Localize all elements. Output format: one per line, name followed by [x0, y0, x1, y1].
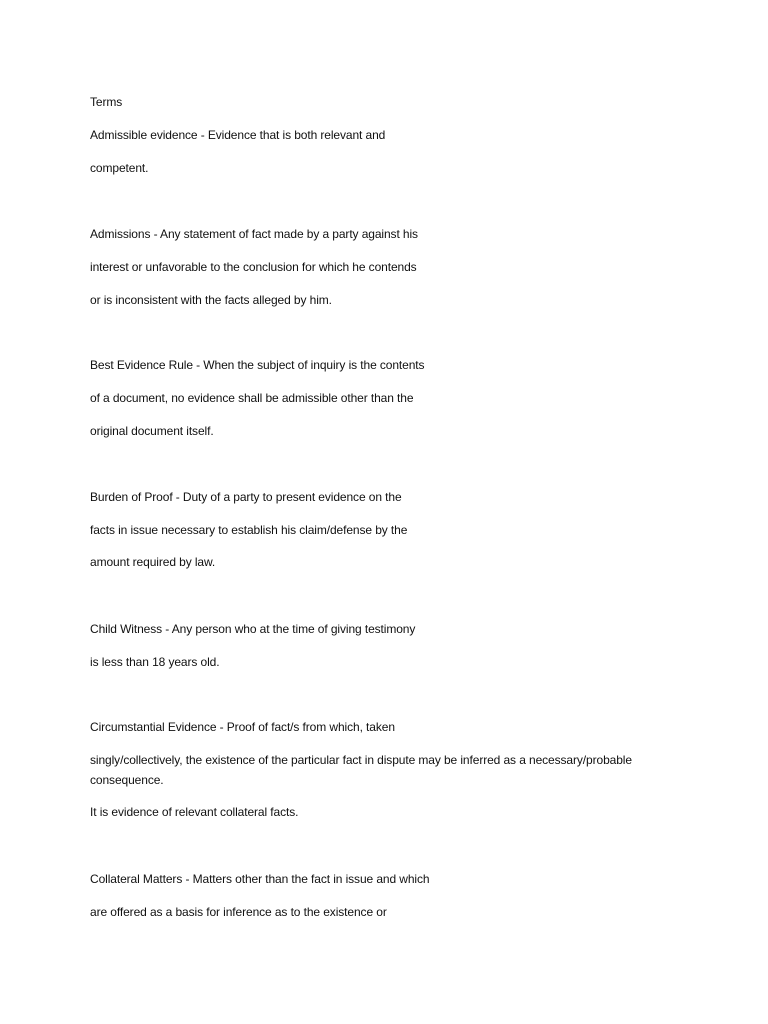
text-line: It is evidence of relevant collateral facts.: [90, 805, 299, 819]
text-line: Admissible evidence - Evidence that is both relevant and: [90, 128, 386, 142]
text-line: interest or unfavorable to the conclusion for which he contends: [90, 260, 417, 274]
document-heading: Terms: [90, 95, 123, 109]
text-line: is less than 18 years old.: [90, 655, 220, 669]
text-line: competent.: [90, 161, 149, 175]
text-line: Circumstantial Evidence - Proof of fact/s from which, taken: [90, 720, 395, 734]
text-line: of a document, no evidence shall be admissible other than the: [90, 391, 414, 405]
text-line: Admissions - Any statement of fact made by a party against his: [90, 227, 418, 241]
text-line: singly/collectively, the existence of the particular fact in dispute may be inferred as a necessary/probable: [90, 753, 632, 767]
text-line: Collateral Matters - Matters other than the fact in issue and which: [90, 872, 430, 886]
text-line: facts in issue necessary to establish his claim/defense by the: [90, 523, 408, 537]
text-line: Best Evidence Rule - When the subject of inquiry is the contents: [90, 358, 425, 372]
text-line: or is inconsistent with the facts alleged by him.: [90, 293, 332, 307]
text-line: consequence.: [90, 773, 164, 787]
text-line: Burden of Proof - Duty of a party to present evidence on the: [90, 490, 402, 504]
text-line: are offered as a basis for inference as to the existence or: [90, 905, 387, 919]
text-line: original document itself.: [90, 424, 214, 438]
text-line: amount required by law.: [90, 555, 216, 569]
text-line: Child Witness - Any person who at the time of giving testimony: [90, 622, 416, 636]
